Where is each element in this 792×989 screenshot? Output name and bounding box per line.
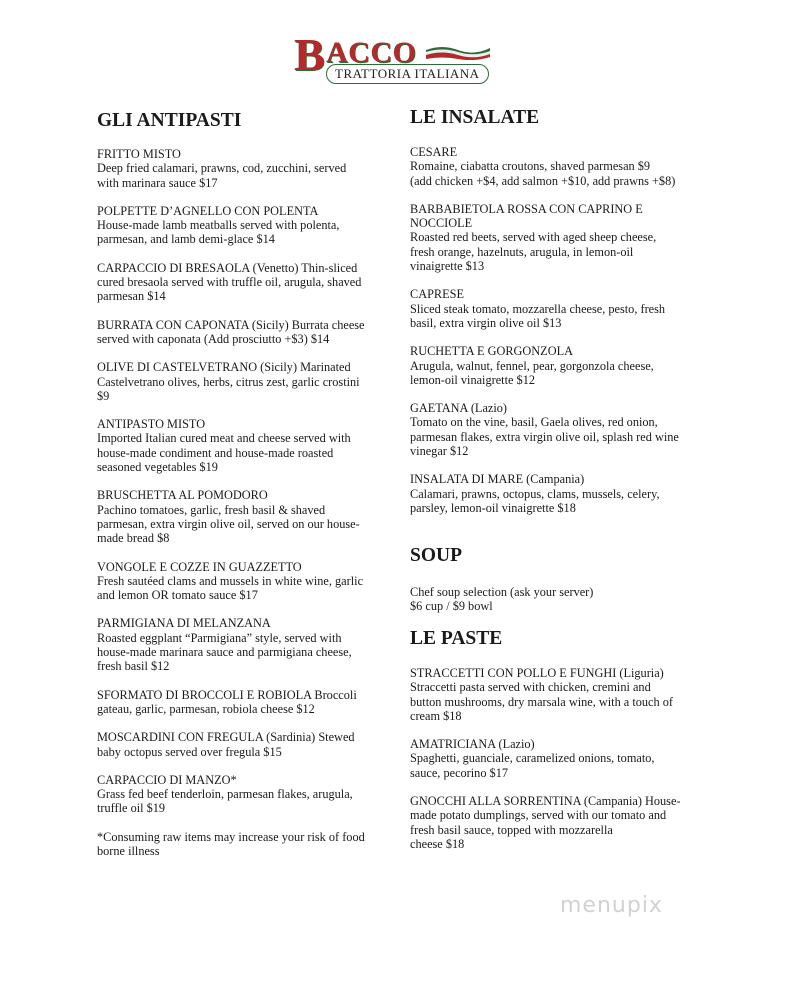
- menu-item: POLPETTE D’AGNELLO CON POLENTA House-made lamb meatballs served with polenta, parmesan, and lamb demi-glace $14: [97, 203, 340, 247]
- restaurant-logo: [294, 29, 494, 86]
- menu-item: INSALATA DI MARE (Campania) Calamari, prawns, octopus, clams, mussels, celery, parsley, lemon-oil vinaigrette $18: [410, 472, 660, 515]
- menu-item: BRUSCHETTA AL POMODORO Pachino tomatoes, garlic, fresh basil & shaved parmesan, extra virgin olive oil, served on our house- made bread $8: [97, 488, 360, 546]
- menu-item: AMATRICIANA (Lazio) Spaghetti, guanciale, caramelized onions, tomato, sauce, pecorino $17: [410, 737, 655, 780]
- menu-item: GAETANA (Lazio) Tomato on the vine, basil, Gaela olives, red onion, parmesan flakes, extra virgin olive oil, splash red wine vinegar $12: [410, 401, 679, 459]
- paste-list: [410, 666, 710, 865]
- menu-item: CAPRESE Sliced steak tomato, mozzarella cheese, pesto, fresh basil, extra virgin olive oil $13: [410, 287, 666, 330]
- menu-item: BURRATA CON CAPONATA (Sicily) Burrata cheese served with caponata (Add prosciutto +$3) $14: [97, 317, 365, 346]
- logo-tagline: TRATTORIA ITALIANA: [326, 64, 489, 84]
- menu-item: CARPACCIO DI BRESAOLA (Venetto) Thin-sliced cured bresaola served with truffle oil, arugula, shaved parmesan $14: [97, 260, 362, 304]
- logo-brand: ACCO: [326, 36, 417, 69]
- menu-item: MOSCARDINI CON FREGULA (Sardinia) Stewed baby octopus served over fregula $15: [97, 730, 355, 759]
- section-title-insalate: LE INSALATE: [410, 107, 540, 128]
- menu-item: PARMIGIANA DI MELANZANA Roasted eggplant “Parmigiana” style, served with house-made marinara sauce and parmigiana cheese, fresh basil $12: [97, 616, 352, 674]
- insalate-list: [410, 145, 710, 529]
- logo-initial: B: [294, 29, 325, 80]
- antipasti-list: [97, 147, 397, 872]
- menu-item: FRITTO MISTO Deep fried calamari, prawns, cod, zucchini, served with marinara sauce $17: [97, 147, 347, 190]
- soup-list: [410, 585, 710, 628]
- section-title-paste: LE PASTE: [410, 628, 503, 649]
- menu-item: CARPACCIO DI MANZO* Grass fed beef tenderloin, parmesan flakes, arugula, truffle oil $19: [97, 772, 353, 816]
- watermark: menupix: [560, 893, 663, 918]
- italian-flag-swoosh-icon: [426, 44, 490, 60]
- menu-item: Chef soup selection (ask your server) $6 cup / $9 bowl: [410, 585, 594, 614]
- menu-item: CESARE Romaine, ciabatta croutons, shaved parmesan $9 (add chicken +$4, add salmon +$10, add prawns +$8): [410, 145, 676, 188]
- menu-item: ANTIPASTO MISTO Imported Italian cured meat and cheese served with house-made condiment and house-made roasted seasoned vegetables $19: [97, 417, 351, 475]
- menu-item: RUCHETTA E GORGONZOLA Arugula, walnut, fennel, pear, gorgonzola cheese, lemon-oil vinaigrette $12: [410, 344, 654, 387]
- menu-item: VONGOLE E COZZE IN GUAZZETTO Fresh sautéed clams and mussels in white wine, garlic and lemon OR tomato sauce $17: [97, 559, 364, 603]
- raw-items-disclaimer: *Consuming raw items may increase your risk of food borne illness: [97, 829, 365, 858]
- menu-item: OLIVE DI CASTELVETRANO (Sicily) Marinated Castelvetrano olives, herbs, citrus zest, garlic crostini $9: [97, 360, 360, 403]
- menu-item: BARBABIETOLA ROSSA CON CAPRINO E NOCCIOLE Roasted red beets, served with aged sheep cheese, fresh orange, hazelnuts, arugula, in lemon-oil vinaigrette $13: [410, 201, 657, 274]
- section-title-antipasti: GLI ANTIPASTI: [97, 110, 242, 131]
- section-title-soup: SOUP: [410, 545, 463, 566]
- menu-item: STRACCETTI CON POLLO E FUNGHI (Liguria) Straccetti pasta served with chicken, cremini and button mushrooms, dry marsala wine, with a touch of cream $18: [410, 666, 673, 723]
- menu-item: GNOCCHI ALLA SORRENTINA (Campania) House- made potato dumplings, served with our tomato and fresh basil sauce, topped with mozzarella cheese $18: [410, 794, 681, 851]
- menu-item: SFORMATO DI BROCCOLI E ROBIOLA Broccoli gateau, garlic, parmesan, robiola cheese $12: [97, 687, 357, 716]
